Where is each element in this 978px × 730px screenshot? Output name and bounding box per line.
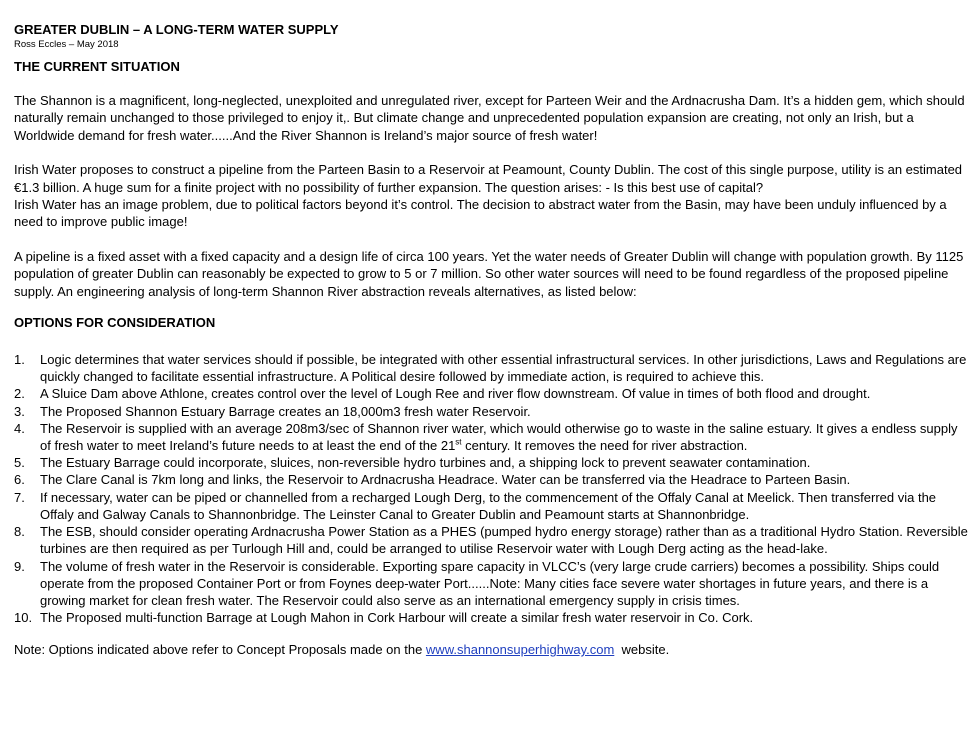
list-item-text: The Proposed Shannon Estuary Barrage creates an 18,000m3 fresh water Reservoir.	[40, 403, 531, 419]
document-page	[14, 22, 970, 658]
section-heading-current-situation: THE CURRENT SITUATION	[14, 59, 180, 74]
list-item	[14, 420, 970, 454]
list-item	[14, 454, 970, 471]
list-item-text: Logic determines that water services should if possible, be integrated with other essential infrastructural services. In other jurisdictions, Laws and Regulations are quickly changed to facilitate essential infrastructure. A Political desire followed by immediate action, is required to achieve this.	[40, 352, 967, 385]
list-item-text: A Sluice Dam above Athlone, creates control over the level of Lough Ree and river flow downstream. Of value in times of both flood and drought.	[40, 386, 871, 402]
list-number: 3.	[14, 403, 25, 419]
list-number: 5.	[14, 455, 25, 471]
list-number: 8.	[14, 524, 25, 540]
list-item	[14, 471, 970, 488]
list-number: 2.	[14, 386, 25, 402]
footnote-text: Note: Options indicated above refer to Concept Proposals made on the	[14, 642, 426, 658]
list-item-text: The Clare Canal is 7km long and links, the Reservoir to Ardnacrusha Headrace. Water can be transferred via the Headrace to Parteen Basin.	[40, 472, 851, 488]
list-number: 4.	[14, 420, 25, 436]
paragraph: A pipeline is a fixed asset with a fixed capacity and a design life of circa 100 years. Yet the water needs of Greater Dublin will change with population growth. By 1125 population of greater Dublin can reasonably be expected to grow to 5 or 7 million. So other water sources will need to be found regardless of the proposed pipeline supply. An engineering analysis of long-term Shannon River abstraction reveals alternatives, as listed below:	[14, 248, 964, 299]
list-number: 9.	[14, 558, 25, 574]
options-list	[14, 351, 970, 626]
website-link[interactable]: www.shannonsuperhighway.com	[425, 642, 615, 658]
list-item	[14, 523, 970, 557]
list-item	[14, 403, 970, 420]
list-item	[14, 609, 970, 626]
list-number: 6.	[14, 472, 25, 488]
document-title: GREATER DUBLIN – A LONG-TERM WATER SUPPLY	[14, 22, 339, 37]
list-item-text: The Estuary Barrage could incorporate, sluices, non-reversible hydro turbines and, a shipping lock to prevent seawater contamination.	[40, 455, 811, 471]
list-item-text: The volume of fresh water in the Reservoir is considerable. Exporting spare capacity in VLCC’s (very large crude carriers) becomes a possibility. Ships could operate from the proposed Container Port or from Foynes deep-water Port......Note: Many cities face severe water shortages in future years, and there is a growing market for clean fresh water. The Reservoir could also serve as an international emergency supply in crisis times.	[40, 558, 940, 608]
paragraph: Irish Water proposes to construct a pipeline from the Parteen Basin to a Reservoir at Peamount, County Dublin. The cost of this single purpose, utility is an estimated €1.3 billion. A huge sum for a finite project with no possibility of further expansion. The question arises: - Is this best use of capital? Irish Water has an image problem, due to political factors beyond it’s control. The decision to abstract water from the Basin, may have been unduly influenced by a need to improve public image!	[14, 162, 963, 230]
superscript: st	[455, 437, 462, 447]
list-item-text: The ESB, should consider operating Ardnacrusha Power Station as a PHES (pumped hydro energy storage) rather than as a traditional Hydro Station. Reversible turbines are then required as per Turlough Hill and, could be arranged to utilise Reservoir water with Lough Derg acting as the head-lake.	[40, 524, 968, 557]
list-item-text: The Reservoir is supplied with an average 208m3/sec of Shannon river water, which would otherwise go to waste in the saline estuary. It gives a endless supply of fresh water to meet Ireland’s future needs to at least the end of the 21	[40, 420, 958, 454]
list-item-text-cont: century. It removes the need for river abstraction.	[461, 438, 748, 454]
list-item	[14, 489, 970, 523]
list-item-text: If necessary, water can be piped or channelled from a recharged Lough Derg, to the commencement of the Offaly Canal at Meelick. Then transferred via the Offaly and Galway Canals to Shannonbridge. The Leinster Canal to Greater Dublin and Peamount starts at Shannonbridge.	[40, 489, 937, 522]
footnote-suffix: website.	[614, 642, 670, 658]
list-number: 1.	[14, 352, 25, 368]
list-item-text: The Proposed multi-function Barrage at Lough Mahon in Cork Harbour will create a similar fresh water reservoir in Co. Cork.	[40, 610, 754, 626]
list-item	[14, 351, 970, 385]
list-item	[14, 558, 970, 610]
list-item	[14, 385, 970, 402]
list-number: 7.	[14, 489, 25, 505]
document-byline: Ross Eccles – May 2018	[14, 39, 119, 50]
section-heading-options: OPTIONS FOR CONSIDERATION	[14, 315, 216, 331]
list-number: 10.	[14, 610, 33, 626]
footnote	[14, 641, 970, 658]
paragraph: The Shannon is a magnificent, long-neglected, unexploited and unregulated river, except for Parteen Weir and the Ardnacrusha Dam. It’s a hidden gem, which should naturally remain unchanged to those privileged to enjoy it,. But climate change and unprecedented population expansion are creating, not only an Irish, but a Worldwide demand for fresh water......And the River Shannon is Ireland’s major source of fresh water!	[14, 93, 965, 143]
